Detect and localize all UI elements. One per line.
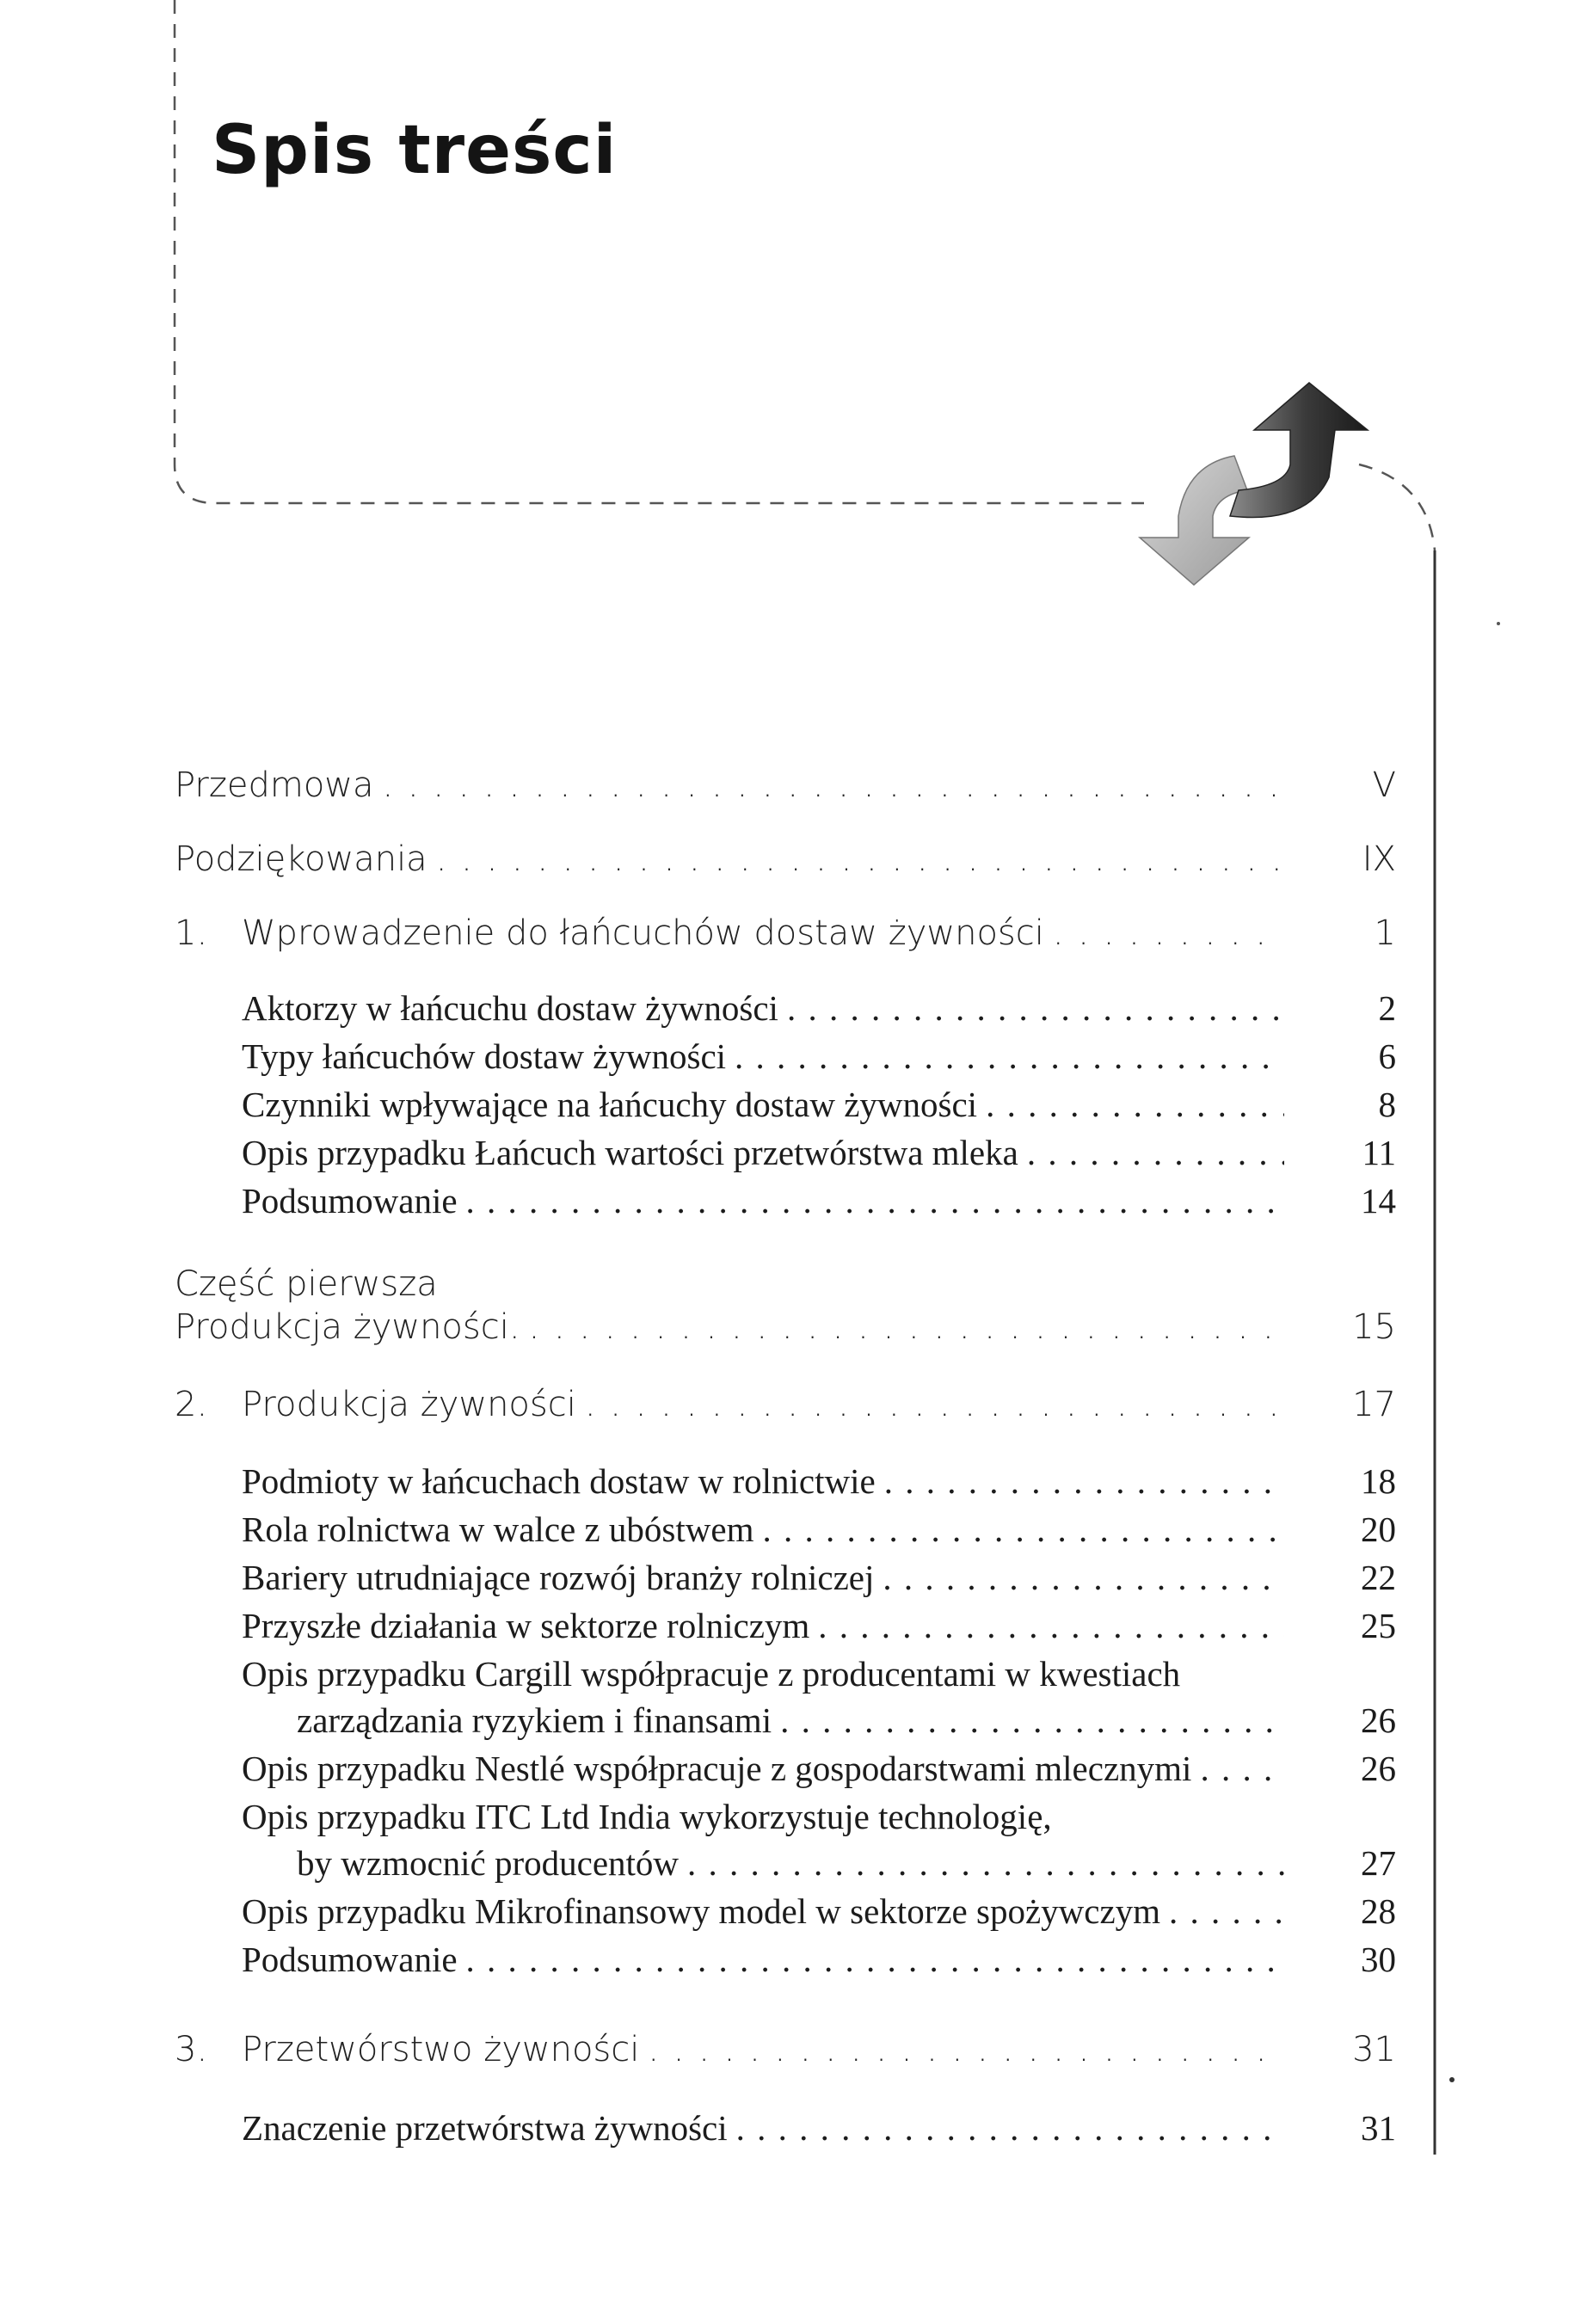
part-title: Produkcja żywności. (175, 1307, 520, 1347)
toc-chapter-1[interactable] (175, 913, 1396, 953)
toc-section[interactable]: Przyszłe działania w sektorze rolniczym . . . 25 (175, 1605, 1396, 1646)
toc-chapter-2[interactable] (175, 1385, 1396, 1424)
up-arrow-icon (1230, 383, 1368, 518)
toc-section[interactable]: Typy łańcuchów dostaw żywności . . . 6 (175, 1036, 1396, 1077)
toc-entry-preface[interactable] (175, 765, 1396, 805)
left-dashed-line (175, 0, 1144, 503)
toc-section[interactable]: Bariery utrudniające rozwój branży rolniczej . . . 22 (175, 1557, 1396, 1598)
toc-entry-label: Produkcja żywności (242, 1385, 576, 1424)
toc-entry-acknowledgements[interactable] (175, 839, 1396, 879)
toc-section[interactable]: Opis przypadku Cargill współpracuje z producentami w kwestiach zarządzania ryzykiem i finansami . . . 26 (175, 1653, 1396, 1741)
chapter-number: 1. (175, 913, 208, 953)
toc-entry-page: 31 (1352, 2030, 1396, 2069)
down-arrow-icon (1140, 456, 1249, 585)
toc-entry-page: V (1372, 765, 1396, 805)
chapter-number: 2. (175, 1385, 208, 1424)
toc-section[interactable]: Podsumowanie . . . 30 (175, 1939, 1396, 1980)
toc-entry-label: Wprowadzenie do łańcuchów dostaw żywności (242, 913, 1044, 953)
toc-section[interactable]: Opis przypadku Nestlé współpracuje z gospodarstwami mlecznymi . . . 26 (175, 1748, 1396, 1789)
toc-section[interactable]: Znaczenie przetwórstwa żywności . . . 31 (175, 2107, 1396, 2149)
toc-section[interactable]: Podsumowanie . . . 14 (175, 1180, 1396, 1221)
toc-section[interactable]: Rola rolnictwa w walce z ubóstwem . . . 20 (175, 1509, 1396, 1550)
toc-entry-page: 15 (1352, 1307, 1396, 1347)
toc-entry-label: Przetwórstwo żywności (242, 2030, 640, 2069)
toc-section[interactable]: Czynniki wpływające na łańcuchy dostaw żywności . . . 8 (175, 1084, 1396, 1125)
toc-chapter-3[interactable] (175, 2030, 1396, 2069)
toc-entry-page: 1 (1374, 913, 1396, 953)
toc-entry-page: IX (1362, 839, 1396, 879)
toc-entry-label: Przedmowa (175, 765, 374, 805)
toc-section[interactable]: Opis przypadku ITC Ltd India wykorzystuje technologię, by wzmocnić producentów . . . 27 (175, 1796, 1396, 1884)
page-title: Spis treści (212, 112, 618, 189)
part-label: Część pierwsza (175, 1264, 438, 1304)
right-dashed-curve (1359, 464, 1435, 550)
chapter-number: 3. (175, 2030, 208, 2069)
toc-part-1[interactable] (175, 1264, 1396, 1347)
toc-entry-page: 17 (1352, 1385, 1396, 1424)
table-of-contents (175, 757, 1396, 2149)
toc-section[interactable]: Podmioty w łańcuchach dostaw w rolnictwie . . . 18 (175, 1460, 1396, 1502)
toc-section[interactable]: Aktorzy w łańcuchu dostaw żywności . . . 2 (175, 987, 1396, 1029)
toc-section[interactable]: Opis przypadku Mikrofinansowy model w sektorze spożywczym . . . 28 (175, 1891, 1396, 1932)
toc-section[interactable]: Opis przypadku Łańcuch wartości przetwórstwa mleka . . . 11 (175, 1132, 1396, 1173)
toc-entry-label: Podziękowania (175, 839, 427, 879)
